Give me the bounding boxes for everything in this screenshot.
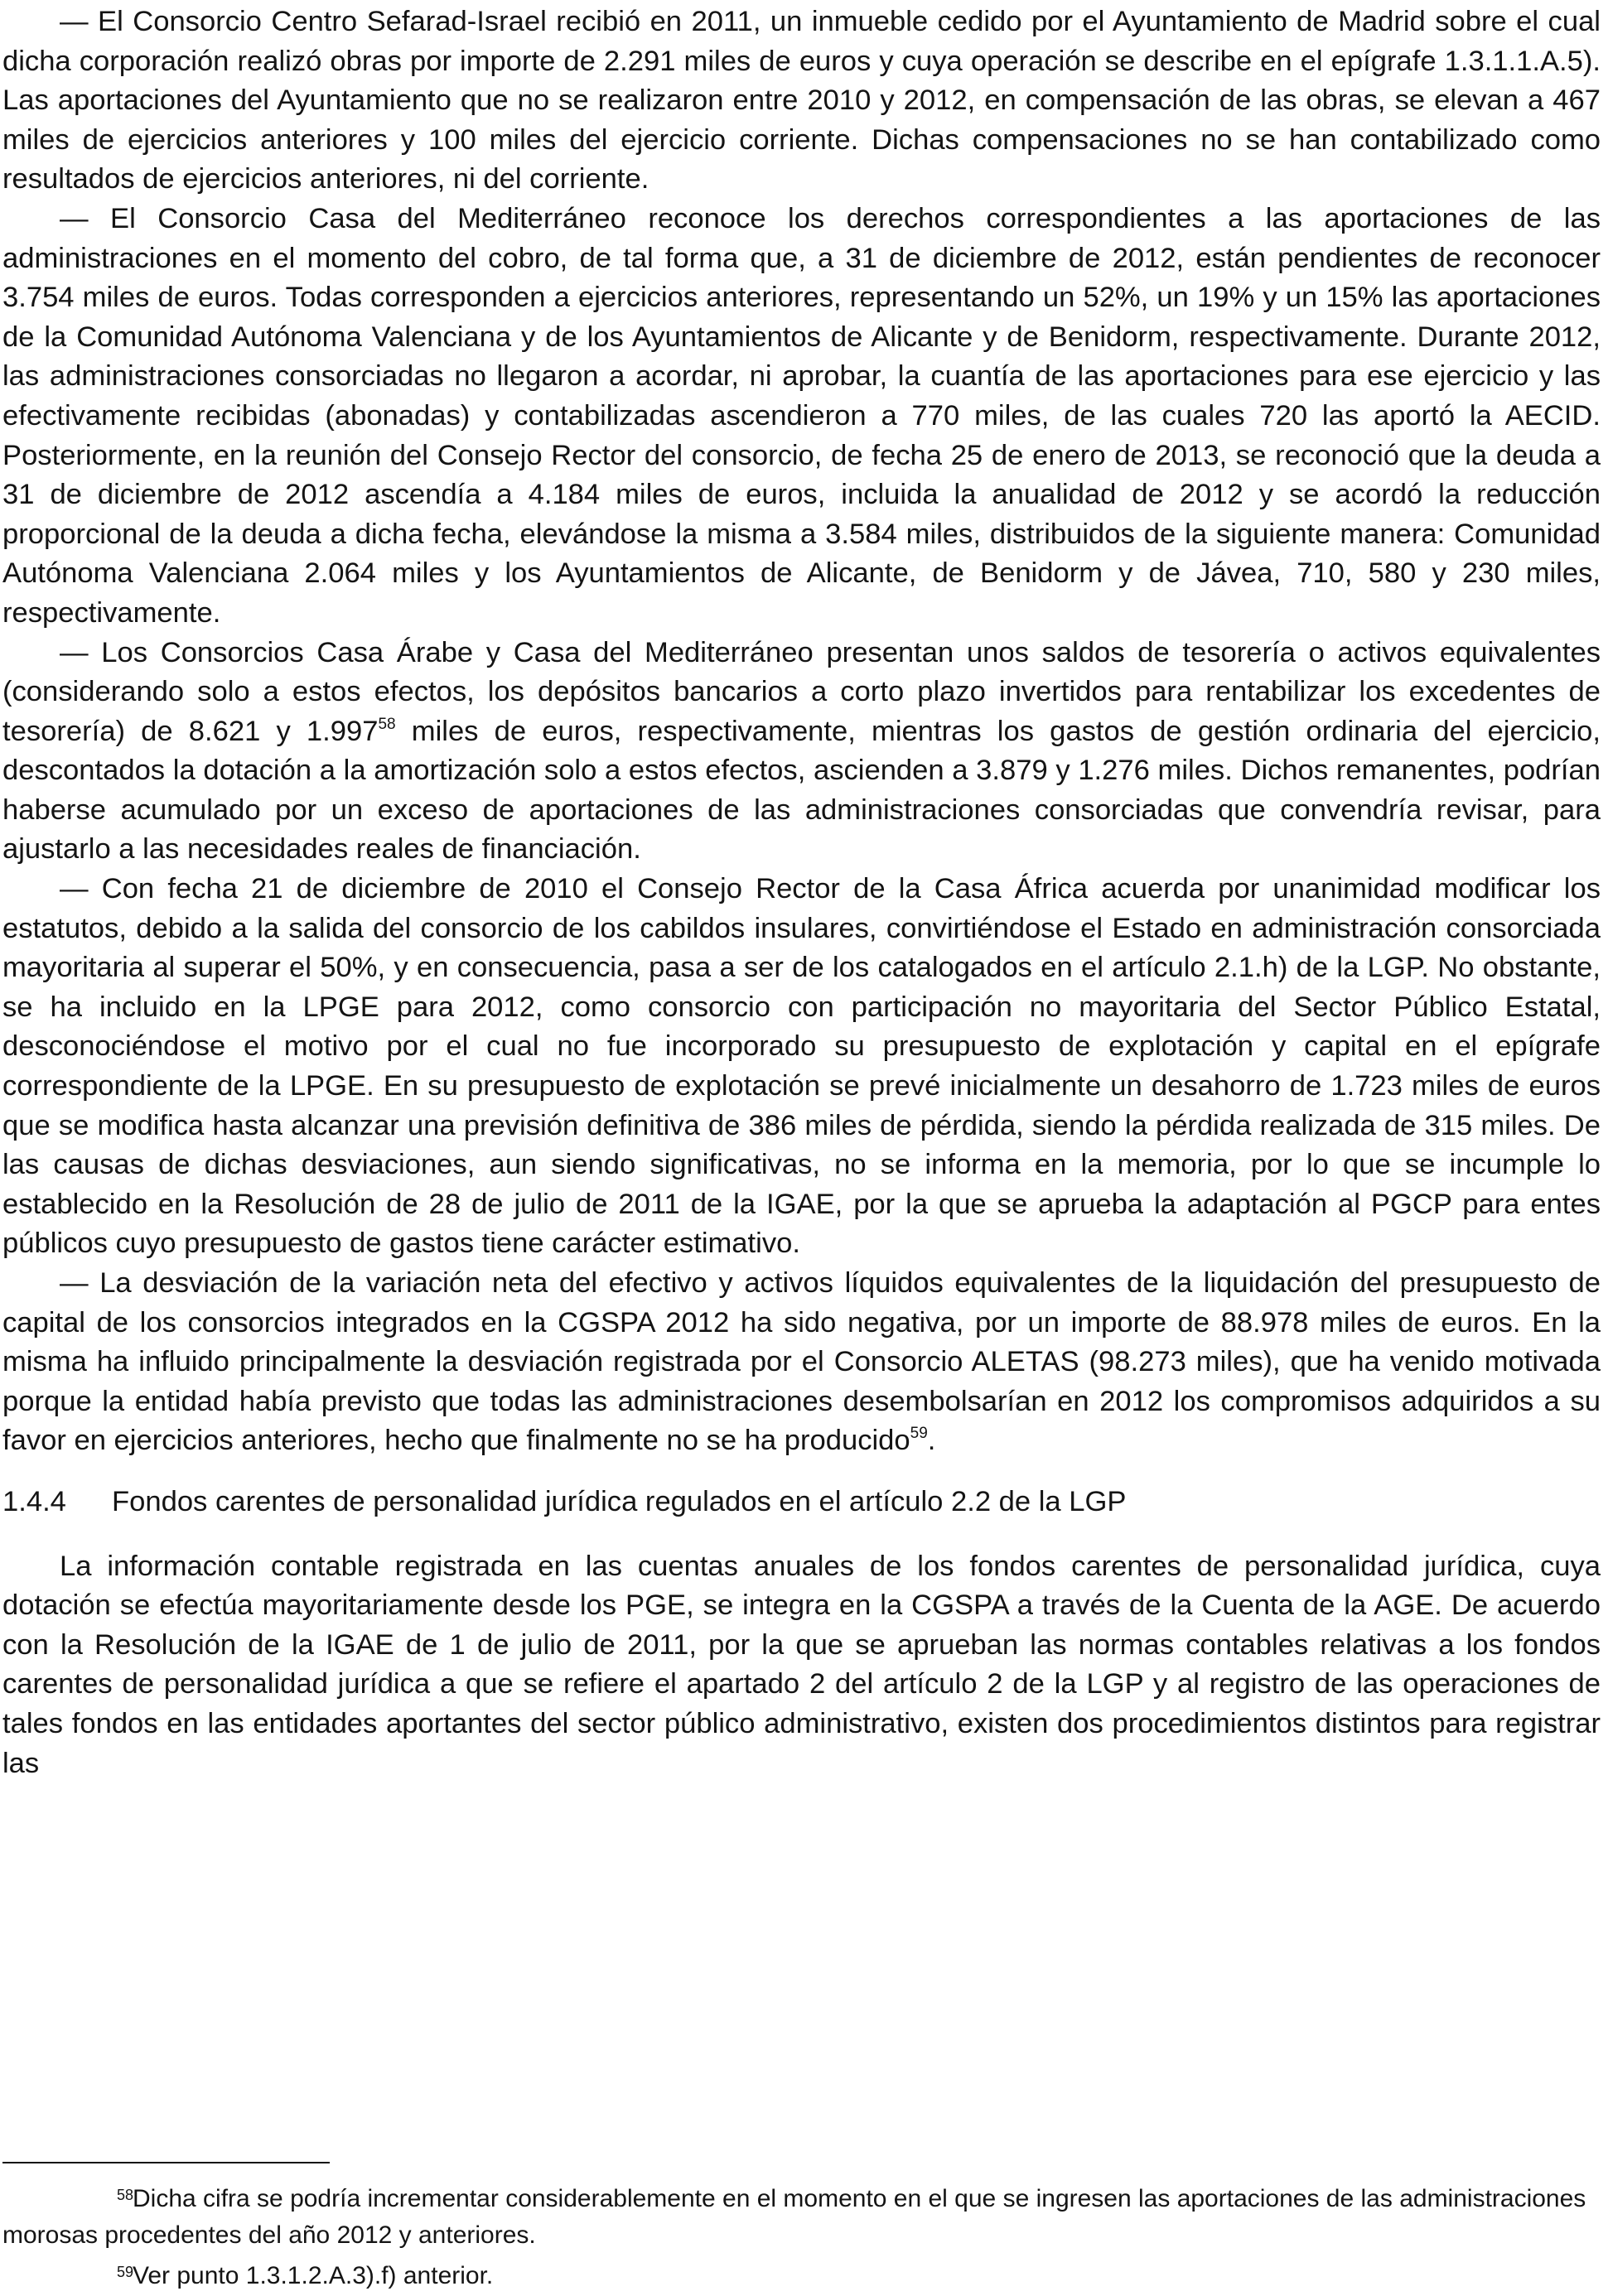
paragraph-text: .	[927, 1425, 936, 1457]
document-page	[2, 0, 1601, 1783]
footnote-divider	[2, 2162, 330, 2163]
paragraph-tesoreria	[2, 634, 1601, 871]
paragraph-text: — Los Consorcios Casa Árabe y Casa del Mediterráneo presentan unos saldos de tesorería o activos equivalentes (considerando solo a estos efectos, los depósitos bancarios a corto plazo invertidos para rentabilizar los excedentes de tesorería) de 8.621 y 1.997	[2, 636, 1601, 747]
footnote-text: Dicha cifra se podría incrementar considerablemente en el momento en el que se ingresen las aportaciones de las administraciones morosas procedentes del año 2012 y anteriores.	[2, 2185, 1586, 2249]
footnote-text: Ver punto 1.3.1.2.A.3).f) anterior.	[133, 2262, 494, 2289]
paragraph-sefarad-israel: — El Consorcio Centro Sefarad-Israel recibió en 2011, un inmueble cedido por el Ayuntamiento de Madrid sobre el cual dicha corporación realizó obras por importe de 2.291 miles de euros y cuya operación se describe en el epígrafe 1.3.1.1.A.5). Las aportaciones del Ayuntamiento que no se realizaron entre 2010 y 2012, en compensación de las obras, se elevan a 467 miles de ejercicios anteriores y 100 miles del ejercicio corriente. Dichas compensaciones no se han contabilizado como resultados de ejercicios anteriores, ni del corriente.	[2, 6, 1601, 195]
footnote-58	[2, 2177, 1601, 2254]
section-number: 1.4.4	[2, 1485, 66, 1517]
section-paragraph: La información contable registrada en las cuentas anuales de los fondos carentes de personalidad jurídica, cuya dotación se efectúa mayoritariamente desde los PGE, se integra en la CGSPA a través de la Cuenta de la AGE. De acuerdo con la Resolución de la IGAE de 1 de julio de 2011, por la que se aprueban las normas contables relativas a los fondos carentes de personalidad jurídica a que se refiere el apartado 2 del artículo 2 de la LGP y al registro de las operaciones de tales fondos en las entidades aportantes del sector público administrativo, existen dos procedimientos distintos para registrar las	[2, 1550, 1601, 1779]
paragraph-text: miles de euros, respectivamente, mientras los gastos de gestión ordinaria del ejercicio, descontados la dotación a la amortización solo a estos efectos, ascienden a 3.879 y 1.276 miles. Dichos remanentes, podrían haberse acumulado por un exceso de aportaciones de las administraciones consorciadas que convendría revisar, para ajustarlo a las necesidades reales de financiación.	[2, 715, 1601, 866]
footnote-ref-58[interactable]: 58	[378, 715, 396, 733]
paragraph-casa-africa: — Con fecha 21 de diciembre de 2010 el Consejo Rector de la Casa África acuerda por unanimidad modificar los estatutos, debido a la salida del consorcio de los cabildos insulares, convirtiéndose el Estado en administración consorciada mayoritaria al superar el 50%, y en consecuencia, pasa a ser de los catalogados en el artículo 2.1.h) de la LGP. No obstante, se ha incluido en la LPGE para 2012, como consorcio con participación no mayoritaria del Sector Público Estatal, desconociéndose el motivo por el cual no fue incorporado su presupuesto de explotación y capital en el epígrafe correspondiente de la LPGE. En su presupuesto de explotación se prevé inicialmente un desahorro de 1.723 miles de euros que se modifica hasta alcanzar una previsión definitiva de 386 miles de pérdida, siendo la pérdida realizada de 315 miles. De las causas de dichas desviaciones, aun siendo significativas, no se informa en la memoria, por lo que se incumple lo establecido en la Resolución de 28 de julio de 2011 de la IGAE, por la que se aprueba la adaptación al PGCP para entes públicos cuyo presupuesto de gastos tiene carácter estimativo.	[2, 873, 1601, 1260]
footnote-mark: 58	[117, 2187, 134, 2203]
section-heading	[2, 1483, 1601, 1522]
section-title: Fondos carentes de personalidad jurídica regulados en el artículo 2.2 de la LGP	[112, 1485, 1127, 1517]
footnote-59	[2, 2254, 1601, 2294]
footnote-mark: 59	[117, 2264, 134, 2280]
paragraph-casa-mediterraneo: — El Consorcio Casa del Mediterráneo reconoce los derechos correspondientes a las aportaciones de las administraciones en el momento del cobro, de tal forma que, a 31 de diciembre de 2012, están pendientes de reconocer 3.754 miles de euros. Todas corresponden a ejercicios anteriores, representando un 52%, un 19% y un 15% las aportaciones de la Comunidad Autónoma Valenciana y de los Ayuntamientos de Alicante y de Benidorm, respectivamente. Durante 2012, las administraciones consorciadas no llegaron a acordar, ni aprobar, la cuantía de las aportaciones para ese ejercicio y las efectivamente recibidas (abonadas) y contabilizadas ascendieron a 770 miles, de las cuales 720 las aportó la AECID. Posteriormente, en la reunión del Consejo Rector del consorcio, de fecha 25 de enero de 2013, se reconoció que la deuda a 31 de diciembre de 2012 ascendía a 4.184 miles de euros, incluida la anualidad de 2012 y se acordó la reducción proporcional de la deuda a dicha fecha, elevándose la misma a 3.584 miles, distribuidos de la siguiente manera: Comunidad Autónoma Valenciana 2.064 miles y los Ayuntamientos de Alicante, de Benidorm y de Jávea, 710, 580 y 230 miles, respectivamente.	[2, 202, 1601, 629]
footnote-ref-59[interactable]: 59	[910, 1425, 928, 1443]
paragraph-desviacion	[2, 1264, 1601, 1461]
footnotes	[2, 2177, 1601, 2294]
paragraph-text: — La desviación de la variación neta del efectivo y activos líquidos equivalentes de la liquidación del presupuesto de capital de los consorcios integrados en la CGSPA 2012 ha sido negativa, por un importe de 88.978 miles de euros. En la misma ha influido principalmente la desviación registrada por el Consorcio ALETAS (98.273 miles), que ha venido motivada porque la entidad había previsto que todas las administraciones desembolsarían en 2012 los compromisos adquiridos a su favor en ejercicios anteriores, hecho que finalmente no se ha producido	[2, 1267, 1601, 1457]
